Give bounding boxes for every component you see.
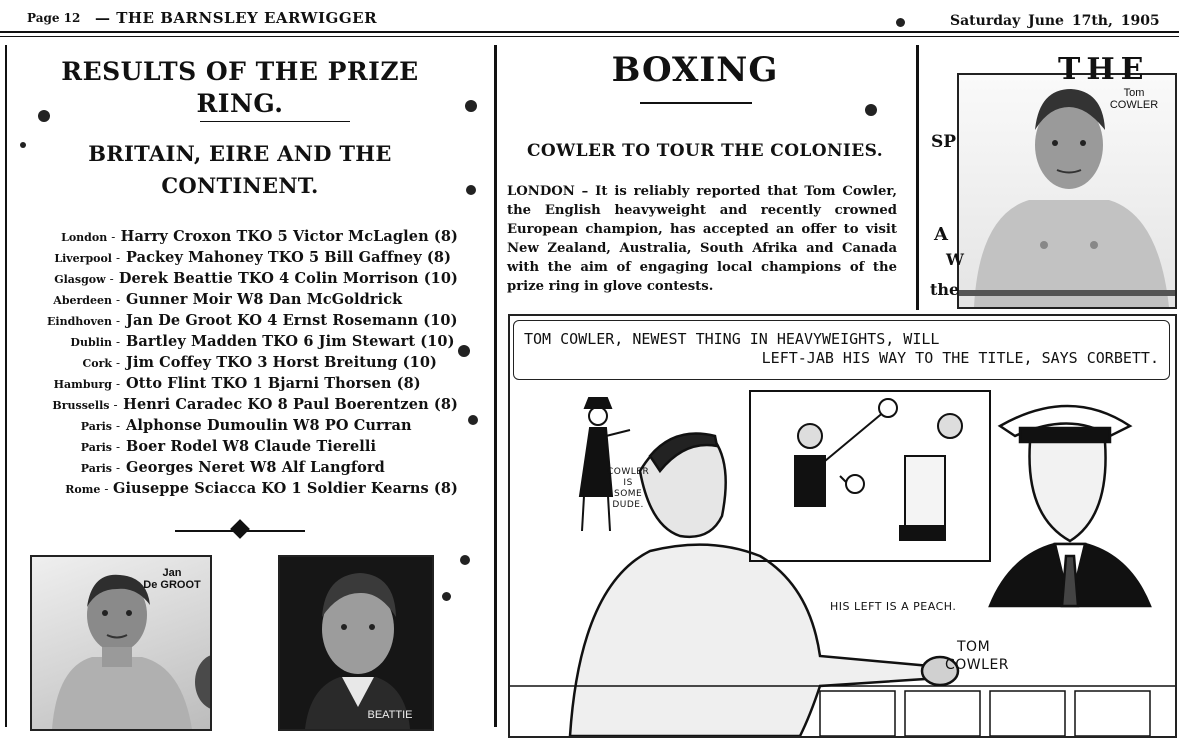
article-body	[507, 182, 897, 296]
cartoon-scrawl-peach: HIS LEFT IS A PEACH.	[830, 600, 957, 613]
result-bout: Harry Croxon TKO 5 Victor McLaglen (8)	[120, 228, 458, 245]
column-rule-left	[5, 45, 7, 727]
dandy-figure	[580, 398, 630, 531]
results-heading: RESULTS OF THE PRIZE RING.	[61, 57, 419, 118]
result-dash: -	[104, 482, 109, 496]
result-dash: -	[116, 419, 121, 433]
scrawl-dude-line: SOME	[613, 489, 643, 499]
bottom-strip-panels	[820, 691, 1150, 736]
caption-first-name: Tom	[1123, 87, 1145, 99]
result-bout: Boer Rodel W8 Claude Tierelli	[126, 438, 377, 455]
column-rule-middle	[494, 45, 497, 727]
scrawl-dude-line: IS	[623, 478, 633, 488]
page-number: Page 12	[27, 11, 81, 25]
result-row	[28, 438, 458, 459]
masthead-rule-bottom	[0, 36, 1179, 37]
results-subheading: BRITAIN, EIRE AND THE CONTINENT.	[88, 141, 392, 198]
ink-spot	[465, 100, 477, 112]
column-rule-right	[916, 45, 919, 310]
ink-spot	[442, 592, 451, 601]
caption-first-name: Jan	[162, 567, 182, 579]
boxing-heading: BOXING	[611, 50, 779, 90]
result-dash: -	[116, 335, 121, 349]
result-dash: -	[116, 377, 121, 391]
results-list	[28, 228, 458, 501]
result-bout: Derek Beattie TKO 4 Colin Morrison (10)	[118, 270, 458, 287]
result-bout: Bartley Madden TKO 6 Jim Stewart (10)	[126, 333, 455, 350]
result-dash: -	[116, 356, 121, 370]
scrawl-dude-line: COWLER	[607, 467, 650, 477]
result-row	[28, 396, 458, 417]
ink-spot	[38, 110, 50, 122]
result-bout: Otto Flint TKO 1 Bjarni Thorsen (8)	[126, 375, 421, 392]
caption-last-name: De GROOT	[143, 579, 201, 591]
result-dash: -	[116, 461, 121, 475]
result-bout: Gunner Moir W8 Dan McGoldrick	[126, 291, 403, 308]
result-row	[28, 417, 458, 438]
photo-caption-cowler	[1099, 87, 1169, 111]
ink-spot	[466, 185, 476, 195]
result-row	[28, 333, 458, 354]
scrawl-dude-line: DUDE.	[612, 500, 644, 510]
result-bout: Henri Caradec KO 8 Paul Boerentzen (8)	[123, 396, 458, 413]
cartoon-caption-line-1: TOM COWLER, NEWEST THING IN HEAVYWEIGHTS, WILL	[524, 330, 940, 348]
result-dash: -	[111, 230, 116, 244]
result-dash: -	[116, 314, 121, 328]
article-dateline: LONDON	[507, 184, 575, 199]
result-dash: -	[116, 293, 121, 307]
result-city: Paris	[80, 441, 112, 454]
result-city: Glasgow	[54, 273, 106, 286]
result-row	[28, 459, 458, 480]
result-row	[28, 249, 458, 270]
result-bout: Packey Mahoney TKO 5 Bill Gaffney (8)	[126, 249, 452, 266]
portrait-icon	[280, 557, 432, 729]
result-row	[28, 312, 458, 333]
result-city: Rome	[65, 483, 101, 496]
next-column-fragment: A	[934, 224, 948, 245]
result-city: Eindhoven	[47, 315, 112, 328]
result-row	[28, 354, 458, 375]
diamond-icon	[230, 519, 250, 539]
result-bout: Jan De Groot KO 4 Ernst Rosemann (10)	[126, 312, 458, 329]
result-bout: Alphonse Dumoulin W8 PO Curran	[126, 417, 412, 434]
result-row	[28, 375, 458, 396]
boxing-heading-underline	[640, 102, 752, 104]
result-dash: -	[109, 272, 114, 286]
next-column-fragment: THE	[1058, 52, 1150, 87]
ink-spot	[460, 555, 470, 565]
result-bout: Giuseppe Sciacca KO 1 Soldier Kearns (8)	[112, 480, 458, 497]
cartoon-scrawl-dude	[607, 467, 649, 511]
scrawl-name-line: TOM	[957, 639, 991, 655]
ink-spot	[458, 345, 470, 357]
result-row	[28, 270, 458, 291]
result-city: Paris	[80, 420, 112, 433]
result-dash: -	[113, 398, 118, 412]
result-city: Brussells	[52, 399, 110, 412]
next-column-fragment: the	[930, 280, 960, 299]
sparring-boxers	[795, 399, 962, 540]
boxing-subheading: COWLER TO TOUR THE COLONIES.	[526, 141, 884, 161]
issue-date: Saturday June 17th, 1905	[950, 13, 1160, 29]
photo-beattie	[278, 555, 434, 731]
ink-spot	[20, 142, 26, 148]
photo-caption-beattie: BEATTIE	[367, 709, 413, 721]
cartoon-caption-box	[513, 320, 1170, 380]
result-row	[28, 228, 458, 249]
result-row	[28, 291, 458, 312]
result-city: London	[61, 231, 108, 244]
article-text: – It is reliably reported that Tom Cowler, the English heavyweight and recently crowned European champion, has accepted an offer to visit New Zealand, Australia, South Afrika and Canada with the aim of engaging local champions of the prize ring in glove contests.	[507, 184, 897, 294]
corbett-portrait	[990, 406, 1150, 606]
result-city: Dublin	[70, 336, 112, 349]
next-column-fragment: W	[946, 250, 964, 269]
next-column-fragment: SP	[931, 132, 957, 152]
ink-spot	[865, 104, 877, 116]
result-city: Liverpool	[54, 252, 112, 265]
result-dash: -	[116, 251, 121, 265]
photo-de-groot	[30, 555, 212, 731]
result-bout: Georges Neret W8 Alf Langford	[126, 459, 385, 476]
masthead-rule-top	[0, 31, 1179, 33]
photo-caption-de-groot	[127, 567, 212, 591]
cartoon-scrawl-name	[945, 638, 1009, 674]
result-city: Cork	[82, 357, 112, 370]
ink-spot	[468, 415, 478, 425]
caption-last-name: COWLER	[1109, 99, 1159, 111]
result-city: Hamburg	[53, 378, 112, 391]
photo-cowler	[957, 73, 1177, 309]
heading-underline	[200, 121, 350, 122]
scrawl-name-line: COWLER	[945, 657, 1010, 673]
result-dash: -	[116, 440, 121, 454]
ink-spot	[896, 18, 905, 27]
result-city: Paris	[80, 462, 112, 475]
newspaper-title: — THE BARNSLEY EARWIGGER	[95, 9, 378, 27]
result-row	[28, 480, 458, 501]
cartoon-caption-line-2: LEFT-JAB HIS WAY TO THE TITLE, SAYS CORBETT.	[761, 349, 1159, 367]
result-city: Aberdeen	[53, 294, 112, 307]
result-bout: Jim Coffey TKO 3 Horst Breitung (10)	[126, 354, 437, 371]
